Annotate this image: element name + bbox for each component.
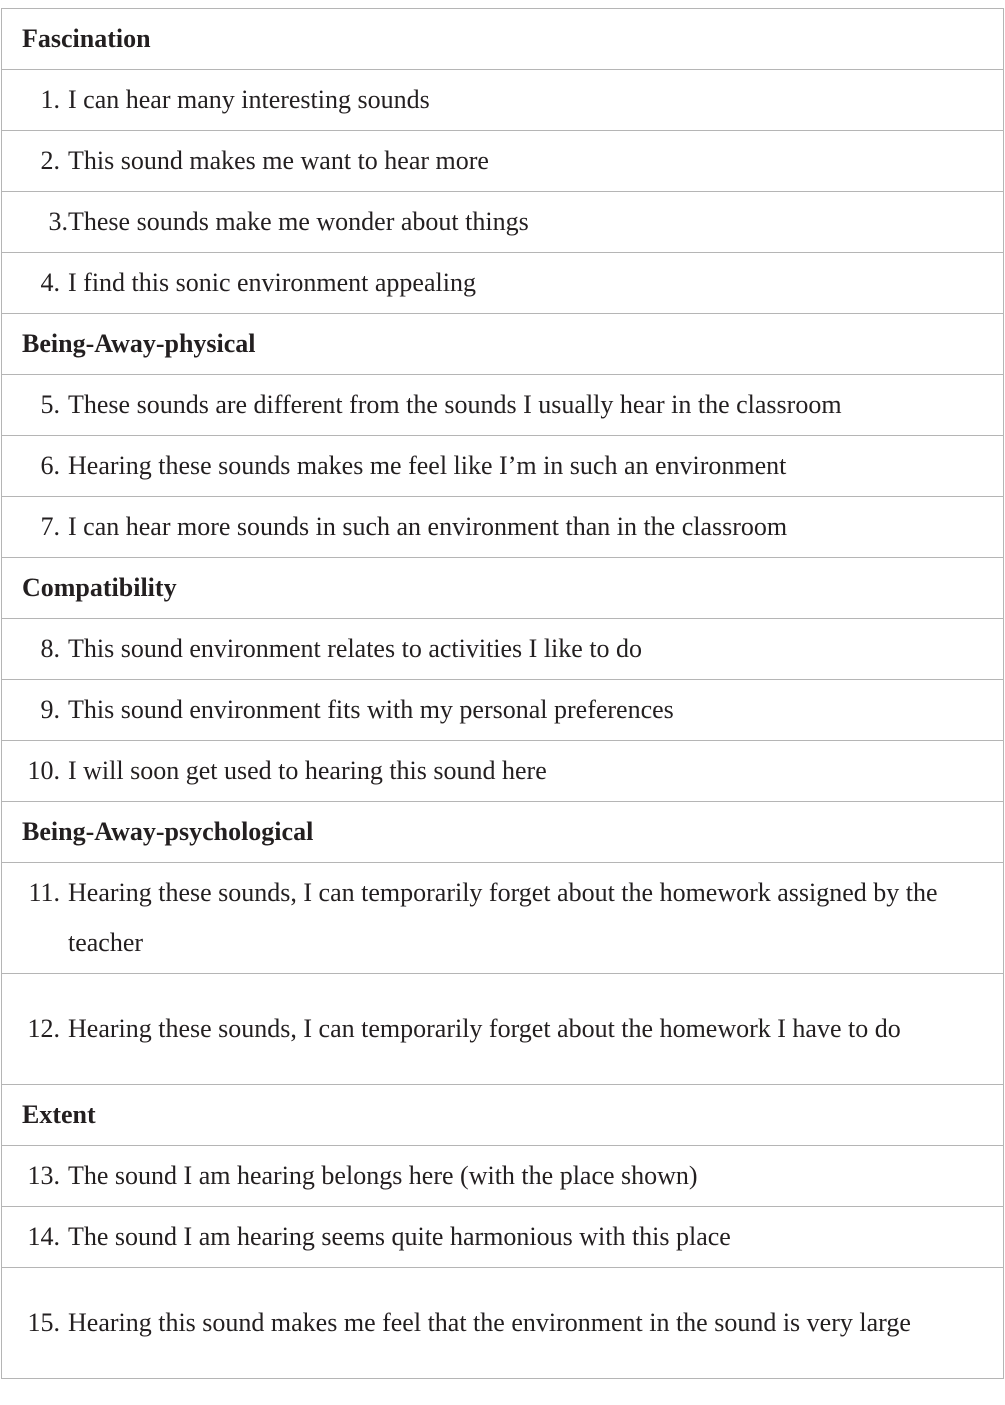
section-header-row — [2, 802, 1004, 863]
section-title: Compatibility — [2, 558, 1004, 619]
item-text: The sound I am hearing seems quite harmonious with this place — [68, 1222, 731, 1251]
item-number: 7. — [40, 512, 60, 541]
item-number: 6. — [40, 451, 60, 480]
section-header-row — [2, 1085, 1004, 1146]
item-row — [2, 253, 1004, 314]
item-number: 2. — [40, 146, 60, 175]
section-title: Extent — [2, 1085, 1004, 1146]
section-title: Being-Away-physical — [2, 314, 1004, 375]
item-text: This sound environment relates to activities I like to do — [68, 634, 643, 663]
item-number: 8. — [40, 634, 60, 663]
section-title: Fascination — [2, 9, 1004, 70]
item-text: I can hear many interesting sounds — [68, 85, 430, 114]
item-number: 11. — [28, 878, 60, 907]
item-number: 12. — [27, 1014, 60, 1043]
item-text: This sound environment fits with my personal preferences — [68, 695, 674, 724]
item-text: This sound makes me want to hear more — [68, 146, 489, 175]
item-number: 13. — [27, 1161, 60, 1190]
item-number: 9. — [40, 695, 60, 724]
item-row — [2, 680, 1004, 741]
item-row — [2, 192, 1004, 253]
item-text: Hearing these sounds, I can temporarily forget about the homework assigned by the teacher — [68, 878, 938, 957]
item-row — [2, 619, 1004, 680]
section-header-row — [2, 558, 1004, 619]
section-header-row — [2, 314, 1004, 375]
item-text: These sounds are different from the sounds I usually hear in the classroom — [68, 390, 842, 419]
item-text: I find this sonic environment appealing — [68, 268, 476, 297]
item-text: Hearing these sounds, I can temporarily forget about the homework I have to do — [68, 1014, 901, 1043]
item-row — [2, 974, 1004, 1085]
item-text: Hearing these sounds makes me feel like I’m in such an environment — [68, 451, 787, 480]
item-text: Hearing this sound makes me feel that the environment in the sound is very large — [68, 1308, 911, 1337]
questionnaire-table — [1, 8, 1004, 1379]
item-row — [2, 436, 1004, 497]
item-row — [2, 741, 1004, 802]
item-number: 5. — [40, 390, 60, 419]
item-number: 10. — [27, 756, 60, 785]
item-number: 4. — [40, 268, 60, 297]
section-title: Being-Away-psychological — [2, 802, 1004, 863]
item-number: 3. — [48, 207, 68, 236]
item-row — [2, 497, 1004, 558]
item-text: These sounds make me wonder about things — [68, 207, 529, 236]
item-text: I will soon get used to hearing this sound here — [68, 756, 547, 785]
item-row — [2, 375, 1004, 436]
section-header-row — [2, 9, 1004, 70]
item-text: I can hear more sounds in such an environment than in the classroom — [68, 512, 788, 541]
item-row — [2, 1146, 1004, 1207]
item-row — [2, 131, 1004, 192]
item-row — [2, 863, 1004, 974]
item-text: The sound I am hearing belongs here (with the place shown) — [68, 1161, 698, 1190]
item-number: 1. — [40, 85, 60, 114]
item-row — [2, 1207, 1004, 1268]
item-number: 14. — [27, 1222, 60, 1251]
item-number: 15. — [27, 1308, 60, 1337]
item-row — [2, 70, 1004, 131]
item-row — [2, 1268, 1004, 1379]
